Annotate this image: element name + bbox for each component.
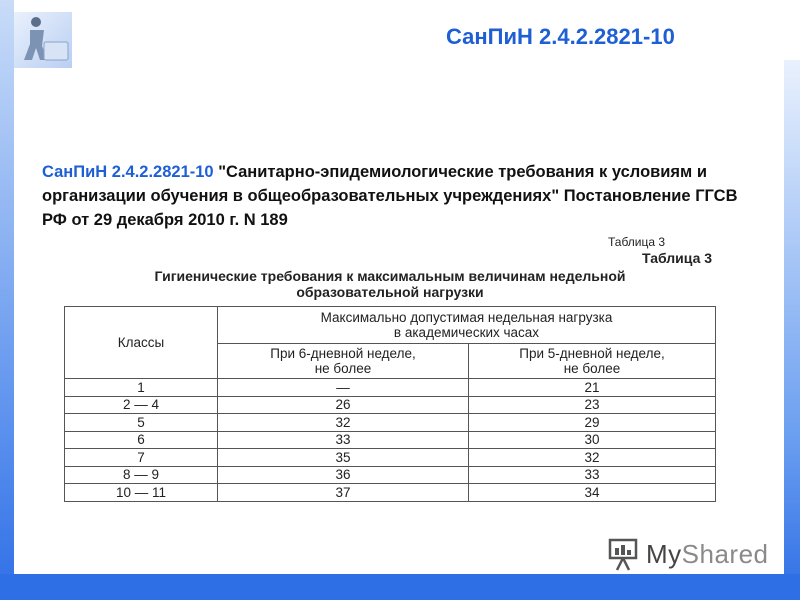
intro-text: "Санитарно-эпидемиологические требования к условиям и организации обучения в общеобразовательных учреждениях" Постановление ГГСВ РФ от 29 декабря 2010 г. N 189 <box>42 163 738 229</box>
slide-title: СанПиН 2.4.2.2821-10 <box>446 24 675 49</box>
header-5day-line1: При 5-дневной неделе, <box>519 346 665 361</box>
header-max-load <box>218 307 716 344</box>
watermark-shared: Shared <box>681 538 769 569</box>
table-row <box>65 414 716 432</box>
cell-5day: 34 <box>469 484 716 502</box>
myshared-watermark <box>606 536 769 572</box>
header-6day <box>218 344 469 379</box>
table-caption-line1: Гигиенические требования к максимальным величинам недельной <box>154 268 626 284</box>
intro-highlight: СанПиН 2.4.2.2821-10 <box>42 163 214 181</box>
watermark-text <box>646 539 769 570</box>
cell-5day: 29 <box>469 414 716 432</box>
header-5day <box>469 344 716 379</box>
cell-5day: 32 <box>469 449 716 467</box>
cell-class: 8 — 9 <box>65 466 218 484</box>
header-classes: Классы <box>65 307 218 379</box>
cell-class: 10 — 11 <box>65 484 218 502</box>
cell-5day: 33 <box>469 466 716 484</box>
cell-class: 7 <box>65 449 218 467</box>
watermark-my: My <box>646 538 682 569</box>
table-caption-line2: образовательной нагрузки <box>296 284 484 300</box>
intro-paragraph <box>42 160 762 232</box>
figure-icon <box>14 12 72 68</box>
cell-5day: 21 <box>469 379 716 397</box>
cell-5day: 23 <box>469 396 716 414</box>
header-max-line1: Максимально допустимая недельная нагрузка <box>320 310 613 325</box>
table-label: Таблица 3 <box>642 250 713 266</box>
header-5day-line2: не более <box>563 361 621 376</box>
cell-6day: 37 <box>218 484 469 502</box>
cell-class: 1 <box>65 379 218 397</box>
bottom-decor-band <box>0 574 800 600</box>
left-decor-band <box>0 0 14 600</box>
presentation-board-icon <box>606 536 646 572</box>
header-6day-line2: не более <box>314 361 372 376</box>
table-caption <box>120 268 660 300</box>
cell-class: 2 — 4 <box>65 396 218 414</box>
header-max-line2: в академических часах <box>393 325 540 340</box>
header-6day-line1: При 6-дневной неделе, <box>270 346 416 361</box>
cell-6day: — <box>218 379 469 397</box>
cell-6day: 32 <box>218 414 469 432</box>
cell-6day: 26 <box>218 396 469 414</box>
slide-logo <box>14 12 72 68</box>
table-row <box>65 396 716 414</box>
cell-class: 6 <box>65 431 218 449</box>
table-row <box>65 466 716 484</box>
load-table <box>64 306 716 502</box>
cell-6day: 35 <box>218 449 469 467</box>
cell-class: 5 <box>65 414 218 432</box>
cell-6day: 36 <box>218 466 469 484</box>
table-row <box>65 379 716 397</box>
cell-5day: 30 <box>469 431 716 449</box>
table-row <box>65 484 716 502</box>
table-row <box>65 449 716 467</box>
table-label-small: Таблица 3 <box>608 235 666 249</box>
table-row <box>65 431 716 449</box>
right-decor-band <box>784 60 800 600</box>
cell-6day: 33 <box>218 431 469 449</box>
